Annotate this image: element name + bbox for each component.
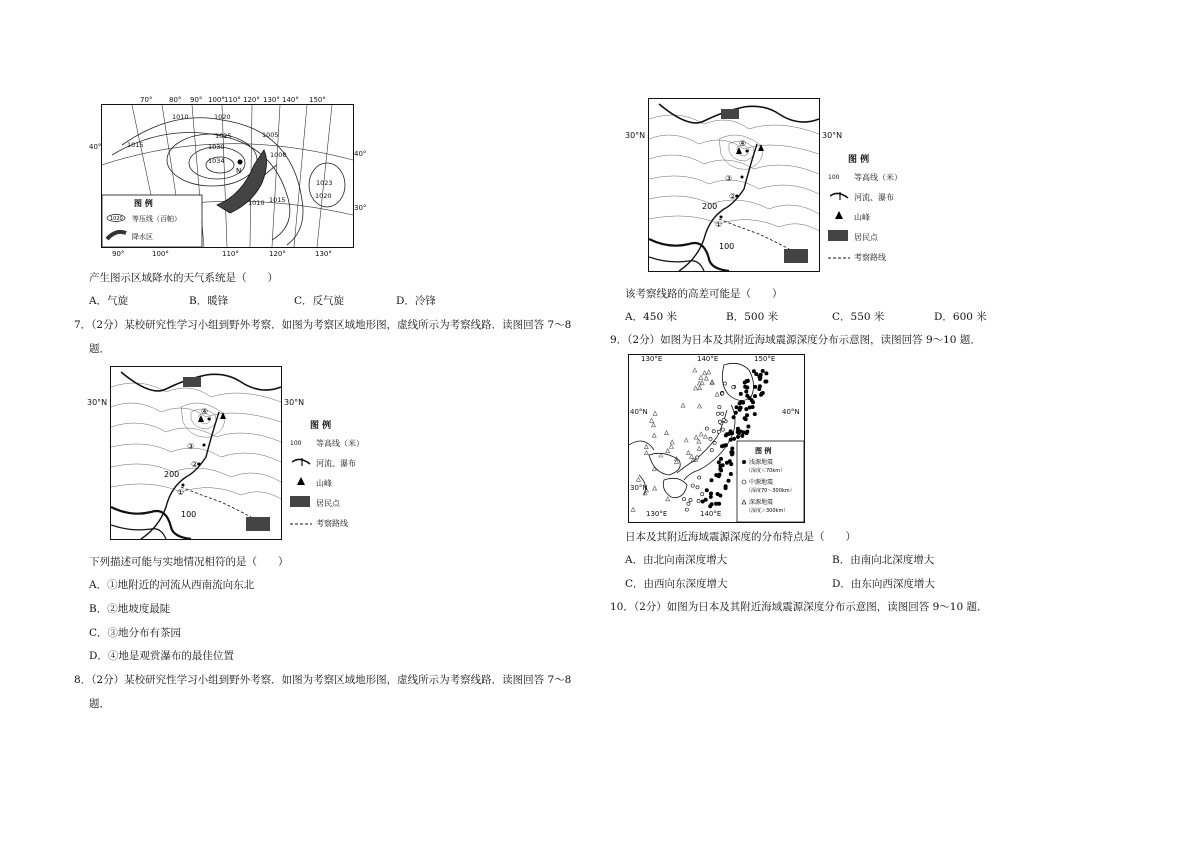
legend-rain: 降水区 <box>132 233 153 241</box>
q6-option-d[interactable]: D．冷锋 <box>396 295 436 307</box>
intermediate-quake-marker <box>713 441 716 444</box>
legend-route: 考察路线 <box>316 519 348 528</box>
legend-river: 河流、瀑布 <box>316 459 356 468</box>
shallow-quake-marker <box>727 479 731 483</box>
route-icon <box>290 522 312 526</box>
deep-quake-marker <box>697 381 701 385</box>
shallow-quake-marker <box>763 380 767 384</box>
lon-label: 130°E <box>646 510 668 518</box>
deep-quake-marker <box>715 392 719 396</box>
intermediate-quake-marker <box>717 430 720 433</box>
lon-label: 130° <box>315 250 332 258</box>
deep-quake-marker <box>686 451 690 455</box>
shallow-quake-marker <box>753 394 757 398</box>
q8-option-a[interactable]: A．450 米 <box>625 311 677 323</box>
legend-settlement: 居民点 <box>854 233 878 242</box>
marker: ② <box>191 460 199 469</box>
isobar-label: 1015 <box>269 196 286 204</box>
shallow-quake-marker <box>746 379 750 383</box>
legend-shallow-range: （深度＜70km） <box>746 468 786 474</box>
intermediate-quake-marker <box>697 499 700 502</box>
shallow-quake-marker <box>714 473 718 477</box>
isobar-label: 1010 <box>248 199 265 207</box>
contour-label: 200 <box>702 202 718 211</box>
marker: ② <box>729 192 737 201</box>
deep-quake-marker <box>636 477 640 481</box>
deep-quake-marker <box>631 507 635 511</box>
deep-quake-marker <box>703 371 707 375</box>
deep-quake-marker <box>666 449 670 453</box>
shallow-quake-marker <box>744 407 748 411</box>
intermediate-quake-marker <box>716 412 719 415</box>
lon-label: 100° <box>208 96 225 104</box>
lat-label: 30°N <box>822 131 843 140</box>
legend-title: 图 例 <box>755 447 772 455</box>
lat-label: 30°N <box>284 398 305 407</box>
shallow-quake-marker <box>732 437 736 441</box>
deep-quake-marker <box>665 431 669 435</box>
lon-label: 110° <box>222 250 239 258</box>
intermediate-quake-marker <box>698 476 701 479</box>
contour-label: 100 <box>719 242 735 251</box>
q8-stem-line2: 题． <box>89 698 110 710</box>
deep-quake-marker <box>699 432 703 436</box>
deep-quake-marker <box>707 370 711 374</box>
lat-label: 40° <box>89 143 102 151</box>
intermediate-quake-marker <box>721 428 724 431</box>
shallow-quake-marker <box>757 387 761 391</box>
shallow-quake-marker <box>748 406 752 410</box>
legend-sample: 100 <box>290 440 302 447</box>
shallow-quake-marker <box>714 502 718 506</box>
q7-question: 下列描述可能与实地情况相符的是（ ） <box>89 556 289 568</box>
deep-quake-marker <box>703 435 707 439</box>
deep-quake-marker <box>704 376 708 380</box>
intermediate-quake-marker <box>722 418 725 421</box>
intermediate-quake-marker <box>718 420 721 423</box>
shallow-quake-marker <box>730 431 734 435</box>
shallow-quake-marker <box>705 488 709 492</box>
legend-shallow: 浅源地震 <box>749 459 774 466</box>
shallow-quake-marker <box>730 447 734 451</box>
q8-option-d[interactable]: D．600 米 <box>934 311 987 323</box>
lat-label: 30°N <box>625 131 646 140</box>
topo-map-svg <box>649 99 819 271</box>
shallow-quake-marker <box>710 502 714 506</box>
peak-icon <box>296 476 306 486</box>
q7-stem-line1: 7．（2分）某校研究性学习小组到野外考察．如图为考察区域地形图，虚线所示为考察线路．读图回答 7～8 <box>74 319 572 331</box>
q9-option-c[interactable]: C．由西向东深度增大 <box>625 578 728 590</box>
deep-quake-marker <box>697 439 701 443</box>
shallow-quake-marker <box>745 394 749 398</box>
lon-label: 100° <box>152 250 169 258</box>
legend-sample: 100 <box>828 174 840 181</box>
shallow-quake-marker <box>728 459 732 463</box>
deep-quake-marker <box>670 440 674 444</box>
deep-quake-marker <box>694 435 698 439</box>
deep-quake-marker <box>699 375 703 379</box>
shallow-quake-marker <box>732 415 736 419</box>
deep-quake-marker <box>652 467 656 471</box>
legend-route: 考察路线 <box>854 253 886 262</box>
shallow-quake-marker <box>740 434 744 438</box>
q6-option-c[interactable]: C．反气旋 <box>294 295 345 307</box>
intermediate-quake-marker <box>709 437 712 440</box>
legend-peak: 山峰 <box>854 213 870 222</box>
deep-quake-marker <box>675 459 679 463</box>
legend-title: 图 例 <box>310 421 332 431</box>
shallow-quake-marker <box>719 468 723 472</box>
shallow-quake-marker <box>729 438 733 442</box>
legend-isobar: 等压线（百帕） <box>132 215 181 223</box>
legend-peak: 山峰 <box>316 479 332 488</box>
earthquake-map <box>628 354 805 523</box>
lat-label: 40° <box>354 150 367 158</box>
legend-settlement: 居民点 <box>316 499 340 508</box>
isobar-label: 1020 <box>315 192 332 200</box>
lon-label: 90° <box>190 96 203 104</box>
shallow-quake-marker <box>710 478 714 482</box>
shallow-quake-marker <box>709 492 713 496</box>
q6-option-b[interactable]: B．暖锋 <box>189 295 229 307</box>
deep-quake-marker <box>698 386 702 390</box>
isobar-label: 1005 <box>262 131 279 139</box>
deep-quake-marker <box>684 438 688 442</box>
marker: ④ <box>739 139 747 148</box>
intermediate-quake-marker <box>732 386 735 389</box>
legend-deep-range: （深度＞300km） <box>746 508 789 514</box>
legend-mid-range: （深度70～300km） <box>746 488 795 494</box>
isobar-label: 1010 <box>172 113 189 121</box>
legend-river: 河流、瀑布 <box>854 193 894 202</box>
marker: ④ <box>201 407 209 416</box>
shallow-quake-marker <box>724 433 728 437</box>
lat-label: 30°N <box>87 398 108 407</box>
shallow-quake-marker <box>743 416 747 420</box>
shallow-quake-marker <box>746 425 750 429</box>
lat-label: 30° <box>354 204 367 212</box>
shallow-quake-marker <box>739 430 743 434</box>
shallow-quake-marker <box>753 385 757 389</box>
isobar-label: 1008 <box>270 151 287 159</box>
isobar-label: 1025 <box>215 132 232 140</box>
contour-label: 100 <box>181 510 197 519</box>
lat-label: 40°N <box>782 408 800 416</box>
topo-map-right <box>648 98 820 272</box>
marker: ① <box>715 220 723 229</box>
topo-legend-left <box>290 418 370 536</box>
deep-quake-marker <box>681 403 685 407</box>
deep-quake-marker <box>644 445 648 449</box>
intermediate-quake-marker <box>710 449 713 452</box>
lat-label: 40°N <box>630 408 648 416</box>
intermediate-quake-marker <box>691 484 694 487</box>
river-icon <box>292 456 312 468</box>
q9-option-a[interactable]: A．由北向南深度增大 <box>625 554 728 566</box>
q9-option-d[interactable]: D．由东向西深度增大 <box>832 578 935 590</box>
q8-question: 该考察线路的高差可能是（ ） <box>625 288 783 300</box>
shallow-quake-marker <box>739 392 743 396</box>
legend-contour: 等高线（米） <box>316 439 364 448</box>
intermediate-quake-marker <box>687 502 690 505</box>
topo-map-left <box>110 366 282 540</box>
legend-mid: 中源地震 <box>749 479 774 486</box>
shallow-quake-marker <box>753 412 757 416</box>
intermediate-quake-marker <box>685 508 688 511</box>
q7-option-a[interactable]: A．①地附近的河流从西南流向东北 <box>89 579 255 591</box>
isobar-label: 1023 <box>316 179 333 187</box>
lon-label: 120° <box>243 96 260 104</box>
shallow-quake-marker <box>704 498 708 502</box>
q7-option-b[interactable]: B．②地坡度最陡 <box>89 603 171 615</box>
lat-label: 30°N <box>630 484 648 492</box>
q7-stem-line2: 题． <box>89 343 110 355</box>
legend-title: 图 例 <box>848 155 870 165</box>
legend-contour: 等高线（米） <box>854 173 902 182</box>
shallow-quake-marker <box>764 371 768 375</box>
lon-label: 80° <box>169 96 182 104</box>
lon-label: 130°E <box>641 355 663 363</box>
lon-label: 140°E <box>697 355 719 363</box>
marker: ① <box>177 488 185 497</box>
intermediate-quake-marker <box>718 406 721 409</box>
deep-quake-marker <box>669 445 673 449</box>
shallow-quake-marker <box>754 372 758 376</box>
shallow-quake-marker <box>751 400 755 404</box>
intermediate-quake-marker <box>723 382 726 385</box>
deep-quake-marker <box>697 446 701 450</box>
shallow-quake-marker <box>734 411 738 415</box>
topo-map-svg <box>111 367 281 539</box>
center-label: N <box>236 167 242 175</box>
shallow-quake-marker <box>730 452 734 456</box>
deep-quake-marker <box>690 454 694 458</box>
shallow-quake-marker <box>735 405 739 409</box>
lon-label: 110° <box>224 96 241 104</box>
weather-map <box>101 104 354 248</box>
q9-option-b[interactable]: B．由南向北深度增大 <box>832 554 935 566</box>
q8-option-c[interactable]: C．550 米 <box>832 311 885 323</box>
intermediate-quake-marker <box>721 392 724 395</box>
shallow-quake-marker <box>716 492 720 496</box>
deep-quake-marker <box>710 380 714 384</box>
settlement-icon <box>828 228 850 242</box>
settlement-icon <box>290 494 312 508</box>
peak-icon <box>834 210 844 220</box>
lon-label: 130° <box>263 96 280 104</box>
river-icon <box>830 190 850 202</box>
shallow-quake-marker <box>741 401 745 405</box>
deep-quake-marker <box>652 433 656 437</box>
q7-option-c[interactable]: C．③地分布有茶园 <box>89 627 182 639</box>
lon-label: 70° <box>140 96 153 104</box>
q8-stem-line1: 8．（2分）某校研究性学习小组到野外考察．如图为考察区域地形图，虚线所示为考察线路．读图回答 7～8 <box>74 674 572 686</box>
q8-option-b[interactable]: B．500 米 <box>726 311 779 323</box>
earthquake-map-svg <box>629 355 804 522</box>
shallow-quake-marker <box>724 484 728 488</box>
shallow-quake-marker <box>717 460 721 464</box>
deep-quake-marker <box>644 451 648 455</box>
legend-deep: 深源地震 <box>749 499 774 506</box>
lon-label: 150° <box>309 96 326 104</box>
lon-label: 150°E <box>754 355 776 363</box>
shallow-quake-marker <box>736 435 740 439</box>
deep-quake-marker <box>694 386 698 390</box>
intermediate-quake-marker <box>712 430 715 433</box>
legend-title: 图 例 <box>134 199 153 208</box>
deep-quake-marker <box>666 497 670 501</box>
isobar-label: 1030 <box>208 143 225 151</box>
q6-option-a[interactable]: A．气旋 <box>89 295 129 307</box>
lon-label: 140° <box>282 96 299 104</box>
deep-quake-marker <box>698 404 702 408</box>
shallow-quake-marker <box>709 495 713 499</box>
shallow-quake-marker <box>743 385 747 389</box>
isobar-label: 1015 <box>127 141 144 149</box>
intermediate-quake-marker <box>682 498 685 501</box>
intermediate-quake-marker <box>721 412 724 415</box>
intermediate-quake-marker <box>705 427 708 430</box>
topo-legend-right <box>828 152 908 270</box>
isobar-label: 1020 <box>214 113 231 121</box>
intermediate-quake-marker <box>701 493 704 496</box>
contour-label: 200 <box>164 470 180 479</box>
shallow-quake-marker <box>745 430 749 434</box>
q9-stem: 9．（2分）如图为日本及其附近海域震源深度分布示意图，读图回答 9～10 题． <box>610 334 981 346</box>
shallow-quake-marker <box>739 406 743 410</box>
deep-quake-marker <box>653 411 657 415</box>
shallow-quake-marker <box>761 369 765 373</box>
marker: ③ <box>725 174 733 183</box>
q9-question: 日本及其附近海域震源深度的分布特点是（ ） <box>625 531 856 543</box>
q10-stem: 10．（2分）如图为日本及其附近海域震源深度分布示意图，读图回答 9～10 题． <box>610 601 988 613</box>
q7-option-d[interactable]: D．④地是观赏瀑布的最佳位置 <box>89 650 234 662</box>
route-icon <box>828 256 850 260</box>
weather-map-svg <box>102 105 353 247</box>
intermediate-quake-marker <box>689 499 692 502</box>
lon-label: 140°E <box>700 510 722 518</box>
deep-quake-marker <box>653 486 657 490</box>
deep-quake-marker <box>650 418 654 422</box>
shallow-quake-marker <box>729 472 733 476</box>
isobar-label: 1034 <box>208 157 225 165</box>
shallow-quake-marker <box>720 444 724 448</box>
shallow-quake-marker <box>744 390 748 394</box>
deep-quake-marker <box>693 368 697 372</box>
intermediate-quake-marker <box>696 486 699 489</box>
marker: ③ <box>187 442 195 451</box>
legend-sample: 1020 <box>110 216 123 222</box>
q6-stem: 产生图示区域降水的天气系统是（ ） <box>89 272 278 284</box>
lon-label: 90° <box>112 250 125 258</box>
deep-quake-marker <box>652 423 656 427</box>
shallow-quake-marker <box>761 391 765 395</box>
lon-label: 120° <box>269 250 286 258</box>
shallow-quake-marker <box>719 457 723 461</box>
shallow-quake-marker <box>759 373 763 377</box>
